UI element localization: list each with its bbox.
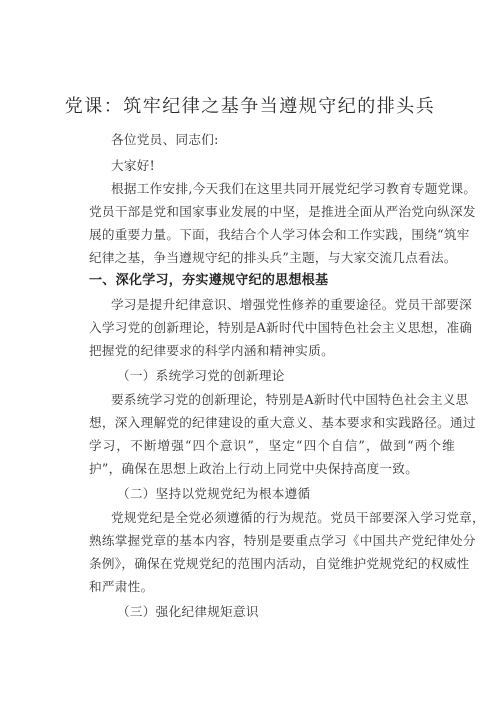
body-line: 和严肃性。 <box>89 579 154 594</box>
intro-line: 纪律之基，争当遵规守纪的排头兵”主题，与大家交流几点看法。 <box>89 250 457 265</box>
section-heading: 一、深化学习，夯实遵规守纪的思想根基 <box>89 273 329 288</box>
body-line: 把握党的纪律要求的科学内涵和精神实质。 <box>89 343 334 358</box>
body-line: 党规党纪是全党必须遵循的行为规范。党员干部要深入学习党章， <box>111 510 485 525</box>
document-title: 党课：筑牢纪律之基争当遵规守纪的排头兵 <box>64 96 436 117</box>
body-line: 熟练掌握党章的基本内容，特别是要重点学习《中国共产党纪律处分 <box>89 533 476 548</box>
body-line: 入学习党的创新理论，特别是A新时代中国特色社会主义思想，准确 <box>89 320 473 335</box>
greeting: 大家好! <box>111 158 156 173</box>
body-line: 要系统学习党的创新理论，特别是A新时代中国特色社会主义思 <box>111 392 469 407</box>
body-line: 学习，不断增强“四个意识”，坚定“四个自信”，做到“两个维 <box>89 438 455 453</box>
subsection-heading: （二）坚持以党规党纪为根本遵循 <box>117 486 311 501</box>
intro-line: 展的重要力量。下面，我结合个人学习体会和工作实践，围绕“筑牢 <box>89 227 470 242</box>
intro-line: 党员干部是党和国家事业发展的中坚，是推进全面从严治党向纵深发 <box>89 204 476 219</box>
body-line: 学习是提升纪律意识、增强党性修养的重要途径。党员干部要深 <box>111 297 473 312</box>
body-line: 护”，确保在思想上政治上行动上同党中央保持高度一致。 <box>89 461 419 476</box>
subsection-heading: （一）系统学习党的创新理论 <box>117 368 285 383</box>
body-line: 条例》，确保在党规党纪的范围内活动，自觉维护党规党纪的权威性 <box>89 556 470 571</box>
subsection-heading: （三）强化纪律规矩意识 <box>117 604 259 619</box>
salutation: 各位党员、同志们: <box>111 132 219 147</box>
intro-line: 根据工作安排,今天我们在这里共同开展党纪学习教育专题党课。 <box>111 181 477 196</box>
body-line: 想，深入理解党的纪律建设的重大意义、基本要求和实践路径。通过 <box>89 415 476 430</box>
